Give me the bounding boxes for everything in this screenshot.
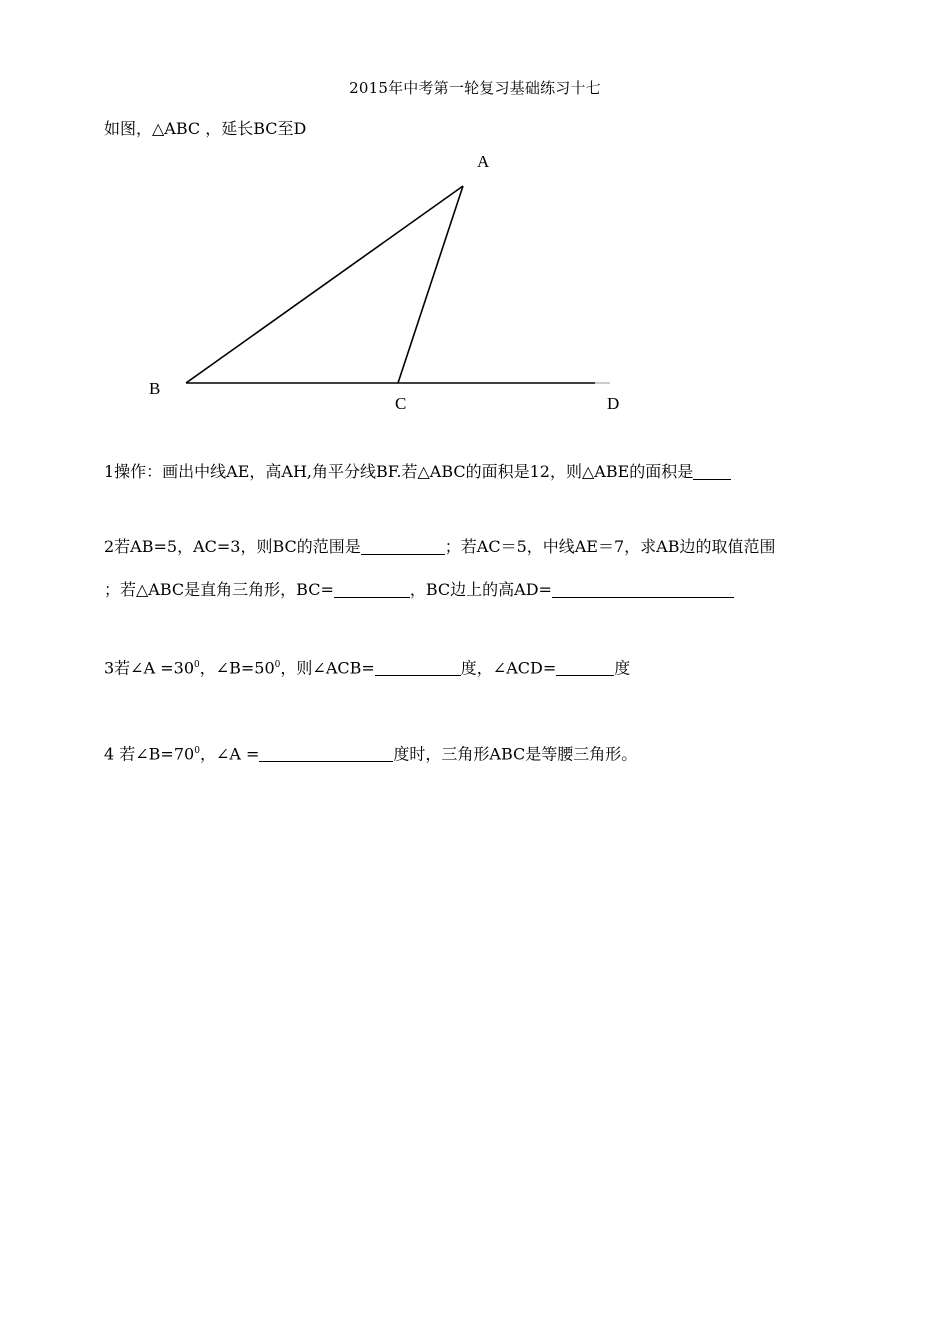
question-1-text: 1操作：画出中线AE，高AH,角平分线BF.若△ABC的面积是12，则△ABE的面积是 xyxy=(104,462,694,481)
question-2-part-2: ；若AC＝5，中线AE＝7，求AB边的取值范围 xyxy=(444,537,776,556)
segment-AC xyxy=(398,186,463,383)
degree-sup-1: 0 xyxy=(194,660,200,670)
question-2-line-2 xyxy=(104,580,734,600)
label-D: D xyxy=(607,394,620,413)
answer-blank-q2-bc-range[interactable] xyxy=(361,538,445,555)
question-2-line-1 xyxy=(104,537,775,557)
question-2-part-1: 2若AB=5，AC=3，则BC的范围是 xyxy=(104,537,361,556)
label-B: B xyxy=(149,379,161,398)
question-2-line-2-b: ，BC边上的高AD= xyxy=(409,580,552,599)
question-3-part-4: 度，∠ACD= xyxy=(460,658,557,678)
degree-sup-2: 0 xyxy=(274,660,281,670)
question-2-line-2-a: ；若△ABC是直角三角形，BC= xyxy=(104,580,334,599)
question-4-part-1: 4 若∠B=70 xyxy=(104,744,195,764)
question-1 xyxy=(104,462,731,482)
answer-blank-q3-acd[interactable] xyxy=(556,659,614,676)
label-A: A xyxy=(477,152,490,171)
answer-blank-q1[interactable] xyxy=(693,463,731,480)
answer-blank-q2-ad[interactable] xyxy=(552,581,734,598)
question-3-part-3: ，则∠ACB= xyxy=(280,658,375,678)
answer-blank-q4-angle-a[interactable] xyxy=(259,745,393,762)
answer-blank-q3-acb[interactable] xyxy=(375,659,461,676)
label-C: C xyxy=(395,394,407,413)
question-3-part-5: 度 xyxy=(614,658,631,678)
question-3-part-2: ，∠B=50 xyxy=(199,658,275,678)
question-3-part-1: 3若∠A =30 xyxy=(104,658,194,678)
triangle-figure xyxy=(140,148,640,418)
segment-AB xyxy=(186,186,463,383)
intro-text: 如图，△ABC ，延长BC至D xyxy=(104,119,307,138)
question-4-part-3: 度时，三角形ABC是等腰三角形。 xyxy=(393,744,638,764)
question-4-part-2: ，∠A = xyxy=(199,744,260,764)
page-title: 2015年中考第一轮复习基础练习十七 xyxy=(349,79,601,97)
question-4 xyxy=(104,741,637,764)
degree-sup-3: 0 xyxy=(194,746,200,756)
question-3 xyxy=(104,655,630,678)
answer-blank-q2-bc[interactable] xyxy=(334,581,410,598)
